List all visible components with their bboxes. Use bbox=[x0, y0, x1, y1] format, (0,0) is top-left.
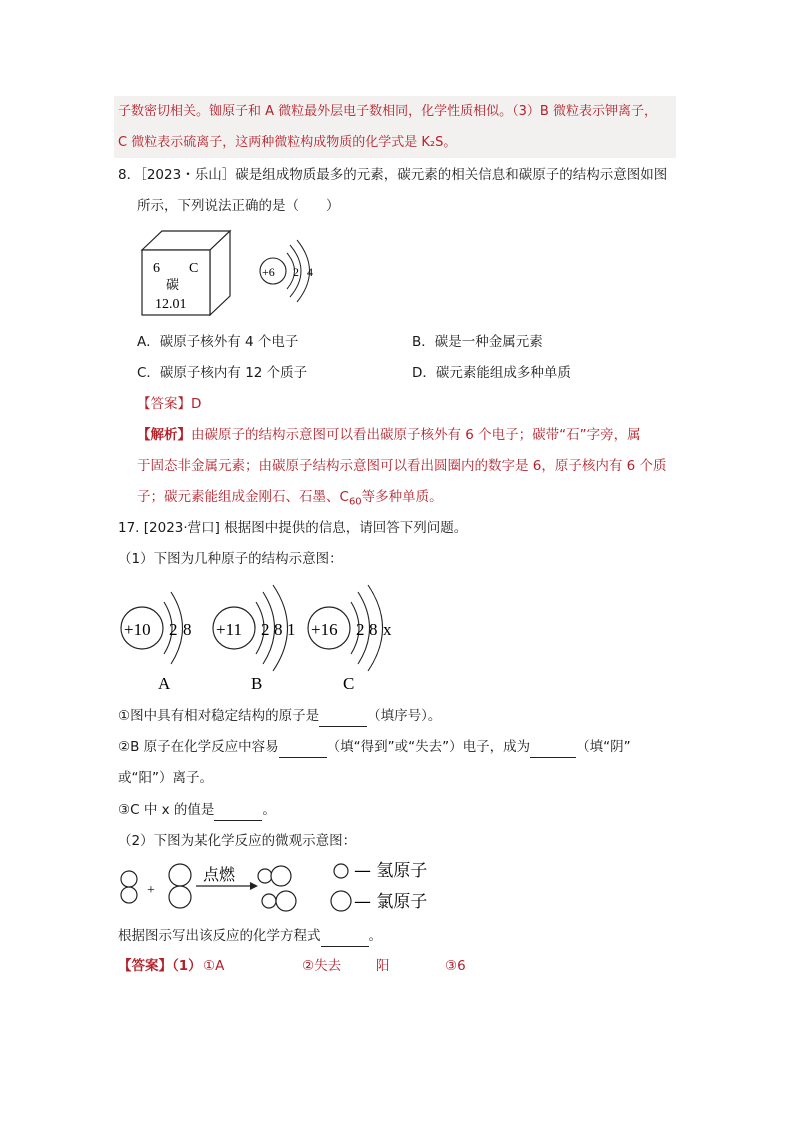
q17-sub3 bbox=[118, 800, 276, 821]
reaction-arrow-head bbox=[250, 882, 258, 890]
q8-option-c[interactable]: C．碳原子核内有 12 个质子 bbox=[137, 365, 308, 381]
atom-a-label: A bbox=[158, 674, 171, 693]
carbon-shell-1: 2 bbox=[293, 265, 299, 279]
atom-b-shell-3: 1 bbox=[287, 620, 296, 639]
atom-b-nucleus: +11 bbox=[216, 620, 242, 639]
q8-analysis-tag: 【解析】 bbox=[137, 427, 191, 443]
q17-sub3-text: ③C 中 x 的值是 bbox=[118, 802, 215, 818]
reaction-plus: + bbox=[147, 883, 155, 898]
atom-c-shell-1: 2 bbox=[356, 620, 365, 639]
q17-answer-3: 阳 bbox=[376, 958, 390, 974]
hydrogen-molecule bbox=[121, 871, 137, 903]
atom-a-shell-2: 8 bbox=[183, 620, 192, 639]
atom-a-shell-1: 2 bbox=[169, 620, 178, 639]
element-symbol: C bbox=[189, 261, 199, 276]
q17-sub2-line-2: 或“阳”）离子。 bbox=[118, 770, 213, 786]
atom-a-diagram bbox=[121, 592, 192, 693]
q17-sub2-a: ②B 原子在化学反应中容易 bbox=[118, 739, 279, 755]
q17-sub1-text: ①图中具有相对稳定结构的原子是 bbox=[118, 708, 320, 724]
q17-sub2-blank-2[interactable] bbox=[530, 737, 576, 758]
atom-b-shell-2: 8 bbox=[274, 620, 283, 639]
q8-stem-line-1: 8．［2023・乐山］碳是组成物质最多的元素，碳元素的相关信息和碳原子的结构示意图如图 bbox=[118, 167, 668, 183]
equation-prompt bbox=[118, 926, 382, 947]
element-atomic-number: 6 bbox=[153, 261, 160, 276]
q8-analysis-text-1: 由碳原子的结构示意图可以看出碳原子核外有 6 个电子；碳带“石”字旁，属 bbox=[191, 427, 641, 443]
atom-structure-diagrams bbox=[116, 580, 416, 696]
q17-sub2 bbox=[118, 737, 631, 758]
atom-c-shell-2: 8 bbox=[369, 620, 378, 639]
equation-prompt-text: 根据图示写出该反应的化学方程式 bbox=[118, 928, 321, 944]
carbon-element-card bbox=[138, 228, 238, 320]
q17-sub2-blank-1[interactable] bbox=[279, 737, 327, 758]
atom-c-diagram bbox=[308, 585, 392, 693]
q8-analysis-subscript: 60 bbox=[348, 496, 362, 508]
reaction-micro-diagram bbox=[116, 855, 456, 919]
legend-chlorine-label: — 氯原子 bbox=[354, 892, 428, 912]
atom-b-diagram bbox=[213, 585, 296, 693]
q8-answer: 【答案】D bbox=[137, 396, 202, 412]
q17-answer-4: ③6 bbox=[445, 958, 466, 974]
q17-sub2-c: （填“阴” bbox=[576, 739, 631, 755]
element-mass: 12.01 bbox=[155, 297, 187, 312]
chlorine-molecule bbox=[169, 864, 191, 908]
carbon-nucleus-charge: +6 bbox=[262, 265, 275, 279]
q17-sub3-blank[interactable] bbox=[214, 800, 262, 821]
carbon-atom-diagram bbox=[256, 236, 326, 308]
q17-answer-tag: 【答案】（1） bbox=[118, 958, 202, 974]
equation-prompt-end: 。 bbox=[368, 928, 382, 944]
atom-c-nucleus: +16 bbox=[311, 620, 338, 639]
equation-blank[interactable] bbox=[321, 926, 369, 947]
q8-analysis-text-3a: 子；碳元素能组成金刚石、石墨、C bbox=[137, 489, 349, 505]
q8-analysis-line-2: 于固态非金属元素；由碳原子结构示意图可以看出圆圈内的数字是 6，原子核内有 6 个质 bbox=[137, 458, 667, 474]
q17-sub2-b: （填“得到”或“失去”）电子，成为 bbox=[326, 739, 531, 755]
atom-a-nucleus: +10 bbox=[124, 620, 151, 639]
legend-chlorine bbox=[331, 891, 427, 912]
q8-option-d[interactable]: D．碳元素能组成多种单质 bbox=[412, 365, 571, 381]
q17-stem: 17. [2023·营口] 根据图中提供的信息，请回答下列问题。 bbox=[118, 520, 468, 536]
q8-option-a[interactable]: A．碳原子核外有 4 个电子 bbox=[137, 334, 299, 350]
atom-b-shell-1: 2 bbox=[261, 620, 270, 639]
q17-part1-intro: （1）下图为几种原子的结构示意图： bbox=[118, 551, 343, 567]
previous-answer-line-1: 子数密切相关。铷原子和 A 微粒最外层电子数相同，化学性质相似。（3）B 微粒表示钾离子， bbox=[118, 104, 657, 119]
previous-answer-line-2: C 微粒表示硫离子，这两种微粒构成物质的化学式是 K₂S。 bbox=[118, 135, 457, 150]
carbon-shell-2: 4 bbox=[307, 265, 313, 279]
q17-sub1-blank[interactable] bbox=[319, 706, 367, 727]
reaction-condition: 点燃 bbox=[203, 865, 236, 884]
hcl-molecule-1 bbox=[258, 866, 291, 886]
atom-c-label: C bbox=[343, 674, 355, 693]
q8-analysis-text-3b: 等多种单质。 bbox=[361, 489, 443, 505]
q8-analysis-line-1 bbox=[137, 425, 641, 445]
legend-hydrogen bbox=[334, 861, 427, 881]
atom-c-shell-3: x bbox=[383, 620, 392, 639]
q17-answer-2: ②失去 bbox=[302, 958, 342, 974]
hcl-molecule-2 bbox=[262, 891, 296, 911]
q17-part2-intro: （2）下图为某化学反应的微观示意图： bbox=[118, 833, 357, 849]
q8-option-b[interactable]: B．碳是一种金属元素 bbox=[412, 334, 543, 350]
q17-answer-1: ①A bbox=[203, 958, 225, 974]
q17-sub1-end: （填序号）。 bbox=[367, 708, 442, 724]
atom-b-label: B bbox=[251, 674, 263, 693]
element-name: 碳 bbox=[166, 278, 180, 293]
legend-hydrogen-label: — 氢原子 bbox=[354, 861, 428, 881]
q8-stem-line-2: 所示，下列说法正确的是（ ） bbox=[137, 198, 340, 214]
q17-sub1 bbox=[118, 706, 441, 727]
q17-sub3-end: 。 bbox=[262, 802, 276, 818]
q8-analysis-line-3 bbox=[137, 487, 443, 513]
